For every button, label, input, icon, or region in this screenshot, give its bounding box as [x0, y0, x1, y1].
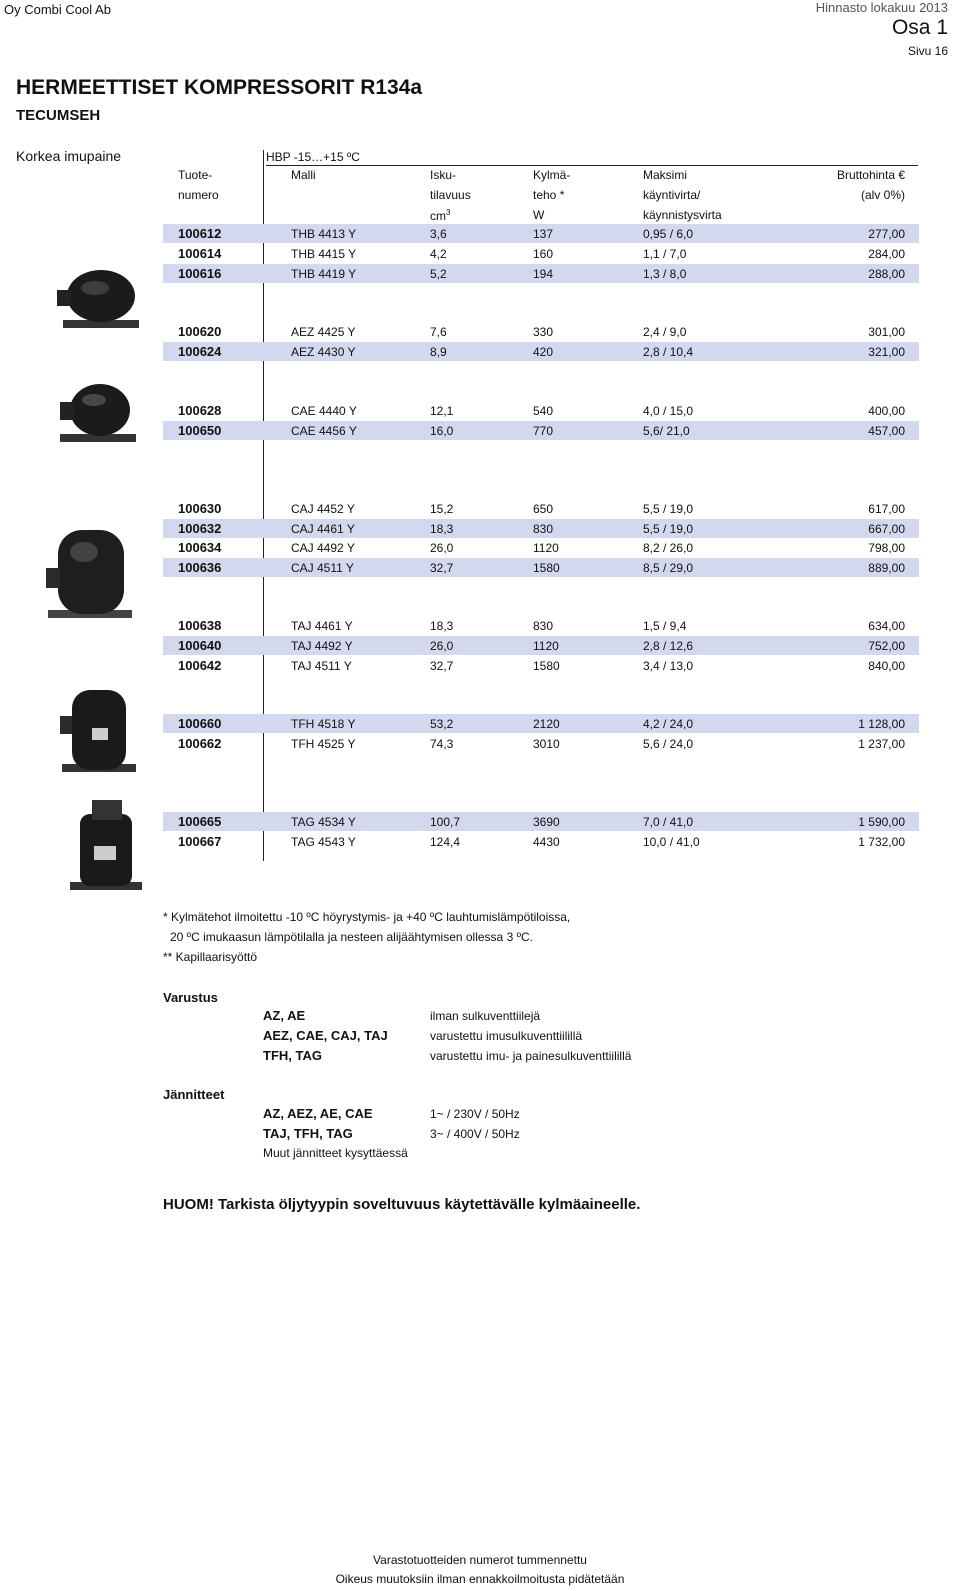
- note-2: 20 ºC imukaasun lämpötilalla ja nesteen alijäähtymisen ollessa 3 ºC.: [170, 930, 533, 944]
- part-label: Osa 1: [891, 16, 948, 39]
- voltage-desc: 1~ / 230V / 50Hz: [430, 1107, 520, 1121]
- table-row: 100640 TAJ 4492 Y 26,0 1120 2,8 / 12,6 752,00: [163, 636, 919, 655]
- compressor-image-caj: [44, 522, 136, 622]
- table-row: 100660 TFH 4518 Y 53,2 2120 4,2 / 24,0 1 128,00: [163, 714, 919, 733]
- voltage-desc: 3~ / 400V / 50Hz: [430, 1127, 520, 1141]
- note-3: ** Kapillaarisyöttö: [163, 950, 258, 964]
- footer-line-1: Varastotuotteiden numerot tummennettu: [373, 1553, 587, 1567]
- table-row: 100616 THB 4419 Y 5,2 194 1,3 / 8,0 288,00: [163, 264, 919, 283]
- col-cap-2: teho *: [533, 188, 565, 202]
- equipment-models: AZ, AE: [263, 1008, 306, 1023]
- table-row: 100667 TAG 4543 Y 124,4 4430 10,0 / 41,0 1 732,00: [178, 834, 905, 849]
- table-row: 100614 THB 4415 Y 4,2 160 1,1 / 7,0 284,00: [178, 246, 905, 261]
- equipment-desc: ilman sulkuventtiilejä: [430, 1009, 541, 1023]
- col-num-2: numero: [178, 188, 219, 202]
- voltage-other: Muut jännitteet kysyttäessä: [263, 1146, 408, 1160]
- col-model: Malli: [291, 168, 316, 182]
- compressor-image-tfh: [58, 686, 138, 776]
- footer-line-2: Oikeus muutoksiin ilman ennakkoilmoitusta pidätetään: [335, 1572, 625, 1586]
- table-row: 100632 CAJ 4461 Y 18,3 830 5,5 / 19,0 667,00: [163, 519, 919, 538]
- compressor-image-cae: [56, 378, 138, 444]
- compressor-image-thb: [55, 262, 145, 330]
- table-row: 100612 THB 4413 Y 3,6 137 0,95 / 6,0 277,00: [163, 224, 919, 243]
- note-1: * Kylmätehot ilmoitettu -10 ºC höyrystymis- ja +40 ºC lauhtumislämpötiloissa,: [163, 910, 571, 924]
- table-row: 100638 TAJ 4461 Y 18,3 830 1,5 / 9,4 634,00: [178, 618, 905, 633]
- equipment-desc: varustettu imu- ja painesulkuventtiilillä: [430, 1049, 632, 1063]
- col-num-1: Tuote-: [178, 168, 213, 182]
- equipment-title: Varustus: [163, 990, 218, 1005]
- col-cap-1: Kylmä-: [533, 168, 571, 182]
- table-top-rule: [266, 165, 918, 166]
- temperature-range: HBP -15…+15 ºC: [266, 150, 360, 164]
- col-cap-3: W: [533, 208, 545, 222]
- table-row: 100630 CAJ 4452 Y 15,2 650 5,5 / 19,0 617,00: [178, 501, 905, 516]
- company-name: Oy Combi Cool Ab: [4, 2, 111, 17]
- voltage-models: TAJ, TFH, TAG: [263, 1126, 353, 1141]
- col-cur-3: käynnistysvirta: [643, 208, 722, 222]
- brand-name: TECUMSEH: [16, 107, 101, 124]
- price-list-date: Hinnasto lokakuu 2013: [815, 0, 948, 15]
- voltages-title: Jännitteet: [163, 1087, 225, 1102]
- equipment-desc: varustettu imusulkuventtiilillä: [430, 1029, 583, 1043]
- page-number: Sivu 16: [907, 44, 948, 58]
- table-row: 100624 AEZ 4430 Y 8,9 420 2,8 / 10,4 321,00: [163, 342, 919, 361]
- col-price-2: (alv 0%): [860, 188, 905, 202]
- table-row: 100636 CAJ 4511 Y 32,7 1580 8,5 / 29,0 889,00: [163, 558, 919, 577]
- col-cur-1: Maksimi: [643, 168, 687, 182]
- page-title: HERMEETTISET KOMPRESSORIT R134a: [16, 76, 423, 99]
- section-label: Korkea imupaine: [16, 148, 122, 164]
- col-disp-1: Isku-: [430, 168, 457, 182]
- table-row: 100662 TFH 4525 Y 74,3 3010 5,6 / 24,0 1 237,00: [178, 736, 905, 751]
- col-cur-2: käyntivirta/: [643, 188, 701, 202]
- table-row: 100650 CAE 4456 Y 16,0 770 5,6/ 21,0 457,00: [163, 421, 919, 440]
- table-row: 100628 CAE 4440 Y 12,1 540 4,0 / 15,0 400,00: [178, 403, 905, 418]
- warning-note: HUOM! Tarkista öljytyypin soveltuvuus käytettävälle kylmäaineelle.: [163, 1196, 641, 1213]
- col-price-1: Bruttohinta €: [836, 168, 905, 182]
- voltage-models: AZ, AEZ, AE, CAE: [263, 1106, 373, 1121]
- equipment-models: TFH, TAG: [263, 1048, 322, 1063]
- table-row: 100620 AEZ 4425 Y 7,6 330 2,4 / 9,0 301,00: [178, 324, 905, 339]
- equipment-models: AEZ, CAE, CAJ, TAJ: [263, 1028, 388, 1043]
- table-row: 100642 TAJ 4511 Y 32,7 1580 3,4 / 13,0 840,00: [178, 658, 905, 673]
- table-row: 100634 CAJ 4492 Y 26,0 1120 8,2 / 26,0 798,00: [178, 540, 905, 555]
- col-disp-2: tilavuus: [430, 188, 471, 202]
- col-disp-3: $cm^3$: [430, 208, 451, 223]
- table-row: 100665 TAG 4534 Y 100,7 3690 7,0 / 41,0 1 590,00: [163, 812, 919, 831]
- compressor-image-tag: [66, 796, 144, 894]
